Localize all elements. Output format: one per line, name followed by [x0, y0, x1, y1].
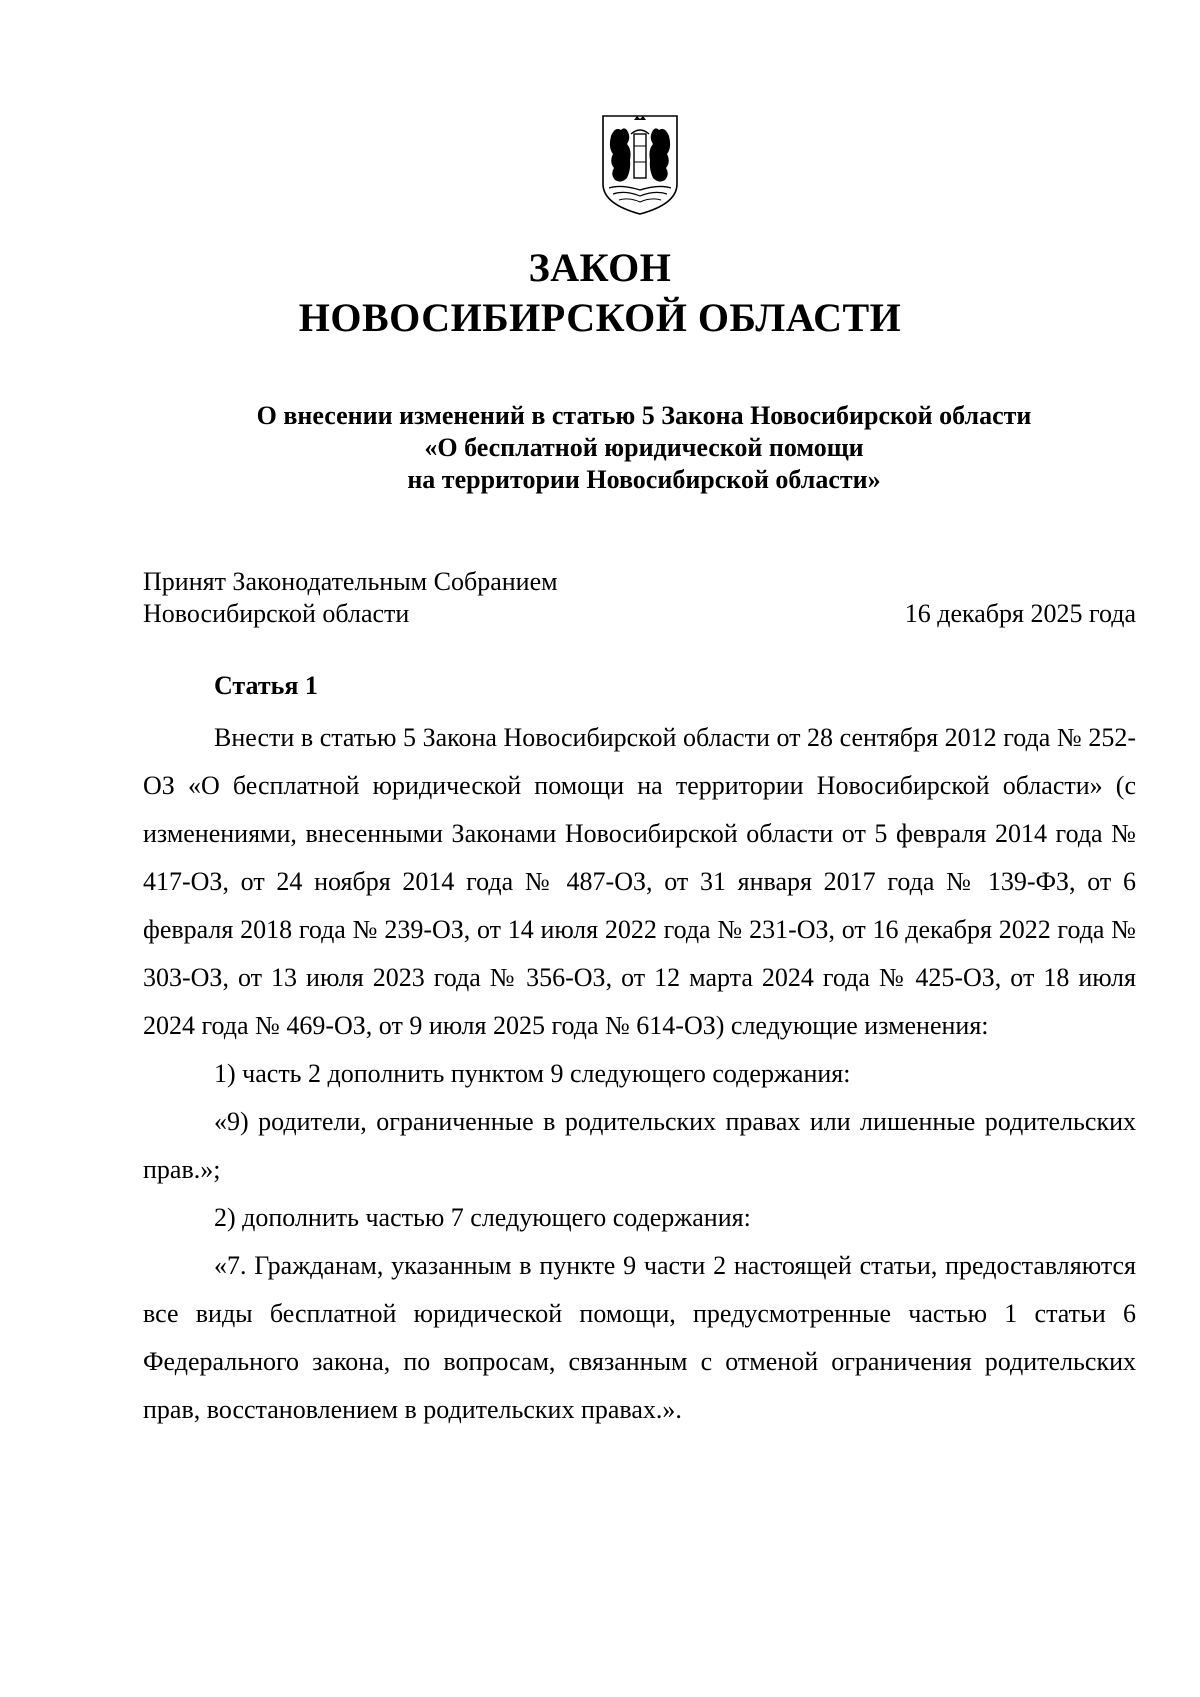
law-title-line-2: НОВОСИБИРСКОЙ ОБЛАСТИ: [298, 295, 902, 340]
law-title-line-1: ЗАКОН: [528, 245, 672, 290]
law-subject-line-3: на территории Новосибирской области»: [407, 465, 881, 494]
adopted-by-line-2: Новосибирской области: [143, 599, 410, 628]
law-subject-line-1: О внесении изменений в статью 5 Закона Новосибирской области: [256, 401, 1032, 430]
article-paragraph: «9) родители, ограниченные в родительских правах или лишенные родительских прав.»;: [143, 1107, 1136, 1184]
article-paragraph: Внести в статью 5 Закона Новосибирской области от 28 сентября 2012 года № 252-ОЗ «О бесплатной юридической помощи на территории Новосибирской области» (с изменениями, внесенными Законами Новосибирской области от 5 февраля 2014 года № 417-ОЗ, от 24 ноября 2014 года № 487-ОЗ, от 31 января 2017 года № 139-ФЗ, от 6 февраля 2018 года № 239-ОЗ, от 14 июля 2022 года № 231-ОЗ, от 16 декабря 2022 года № 303-ОЗ, от 13 июля 2023 года № 356-ОЗ, от 12 марта 2024 года № 425-ОЗ, от 18 июля 2024 года № 469-ОЗ, от 9 июля 2025 года № 614-ОЗ) следующие изменения:: [143, 723, 1136, 1040]
article-body: [143, 714, 1136, 1434]
article-paragraph: 1) часть 2 дополнить пунктом 9 следующего содержания:: [214, 1059, 851, 1088]
law-subject: [0, 400, 1200, 496]
article-paragraph: «7. Гражданам, указанным в пункте 9 части 2 настоящей статьи, предоставляются все виды бесплатной юридической помощи, предусмотренные частью 1 статьи 6 Федерального закона, по вопросам, связанным с отменой ограничения родительских прав, восстановлением в родительских правах.».: [143, 1251, 1136, 1424]
coat-of-arms-icon: [601, 114, 679, 216]
adoption-date: 16 декабря 2025 года: [904, 599, 1136, 628]
law-subject-line-2: «О бесплатной юридической помощи: [424, 433, 864, 462]
adopted-by-line-1: Принят Законодательным Собранием: [143, 567, 558, 596]
law-title: [0, 243, 1200, 343]
article-heading: Статья 1: [214, 671, 318, 700]
article-paragraph: 2) дополнить частью 7 следующего содержания:: [214, 1203, 751, 1232]
adopted-by: [143, 566, 558, 630]
